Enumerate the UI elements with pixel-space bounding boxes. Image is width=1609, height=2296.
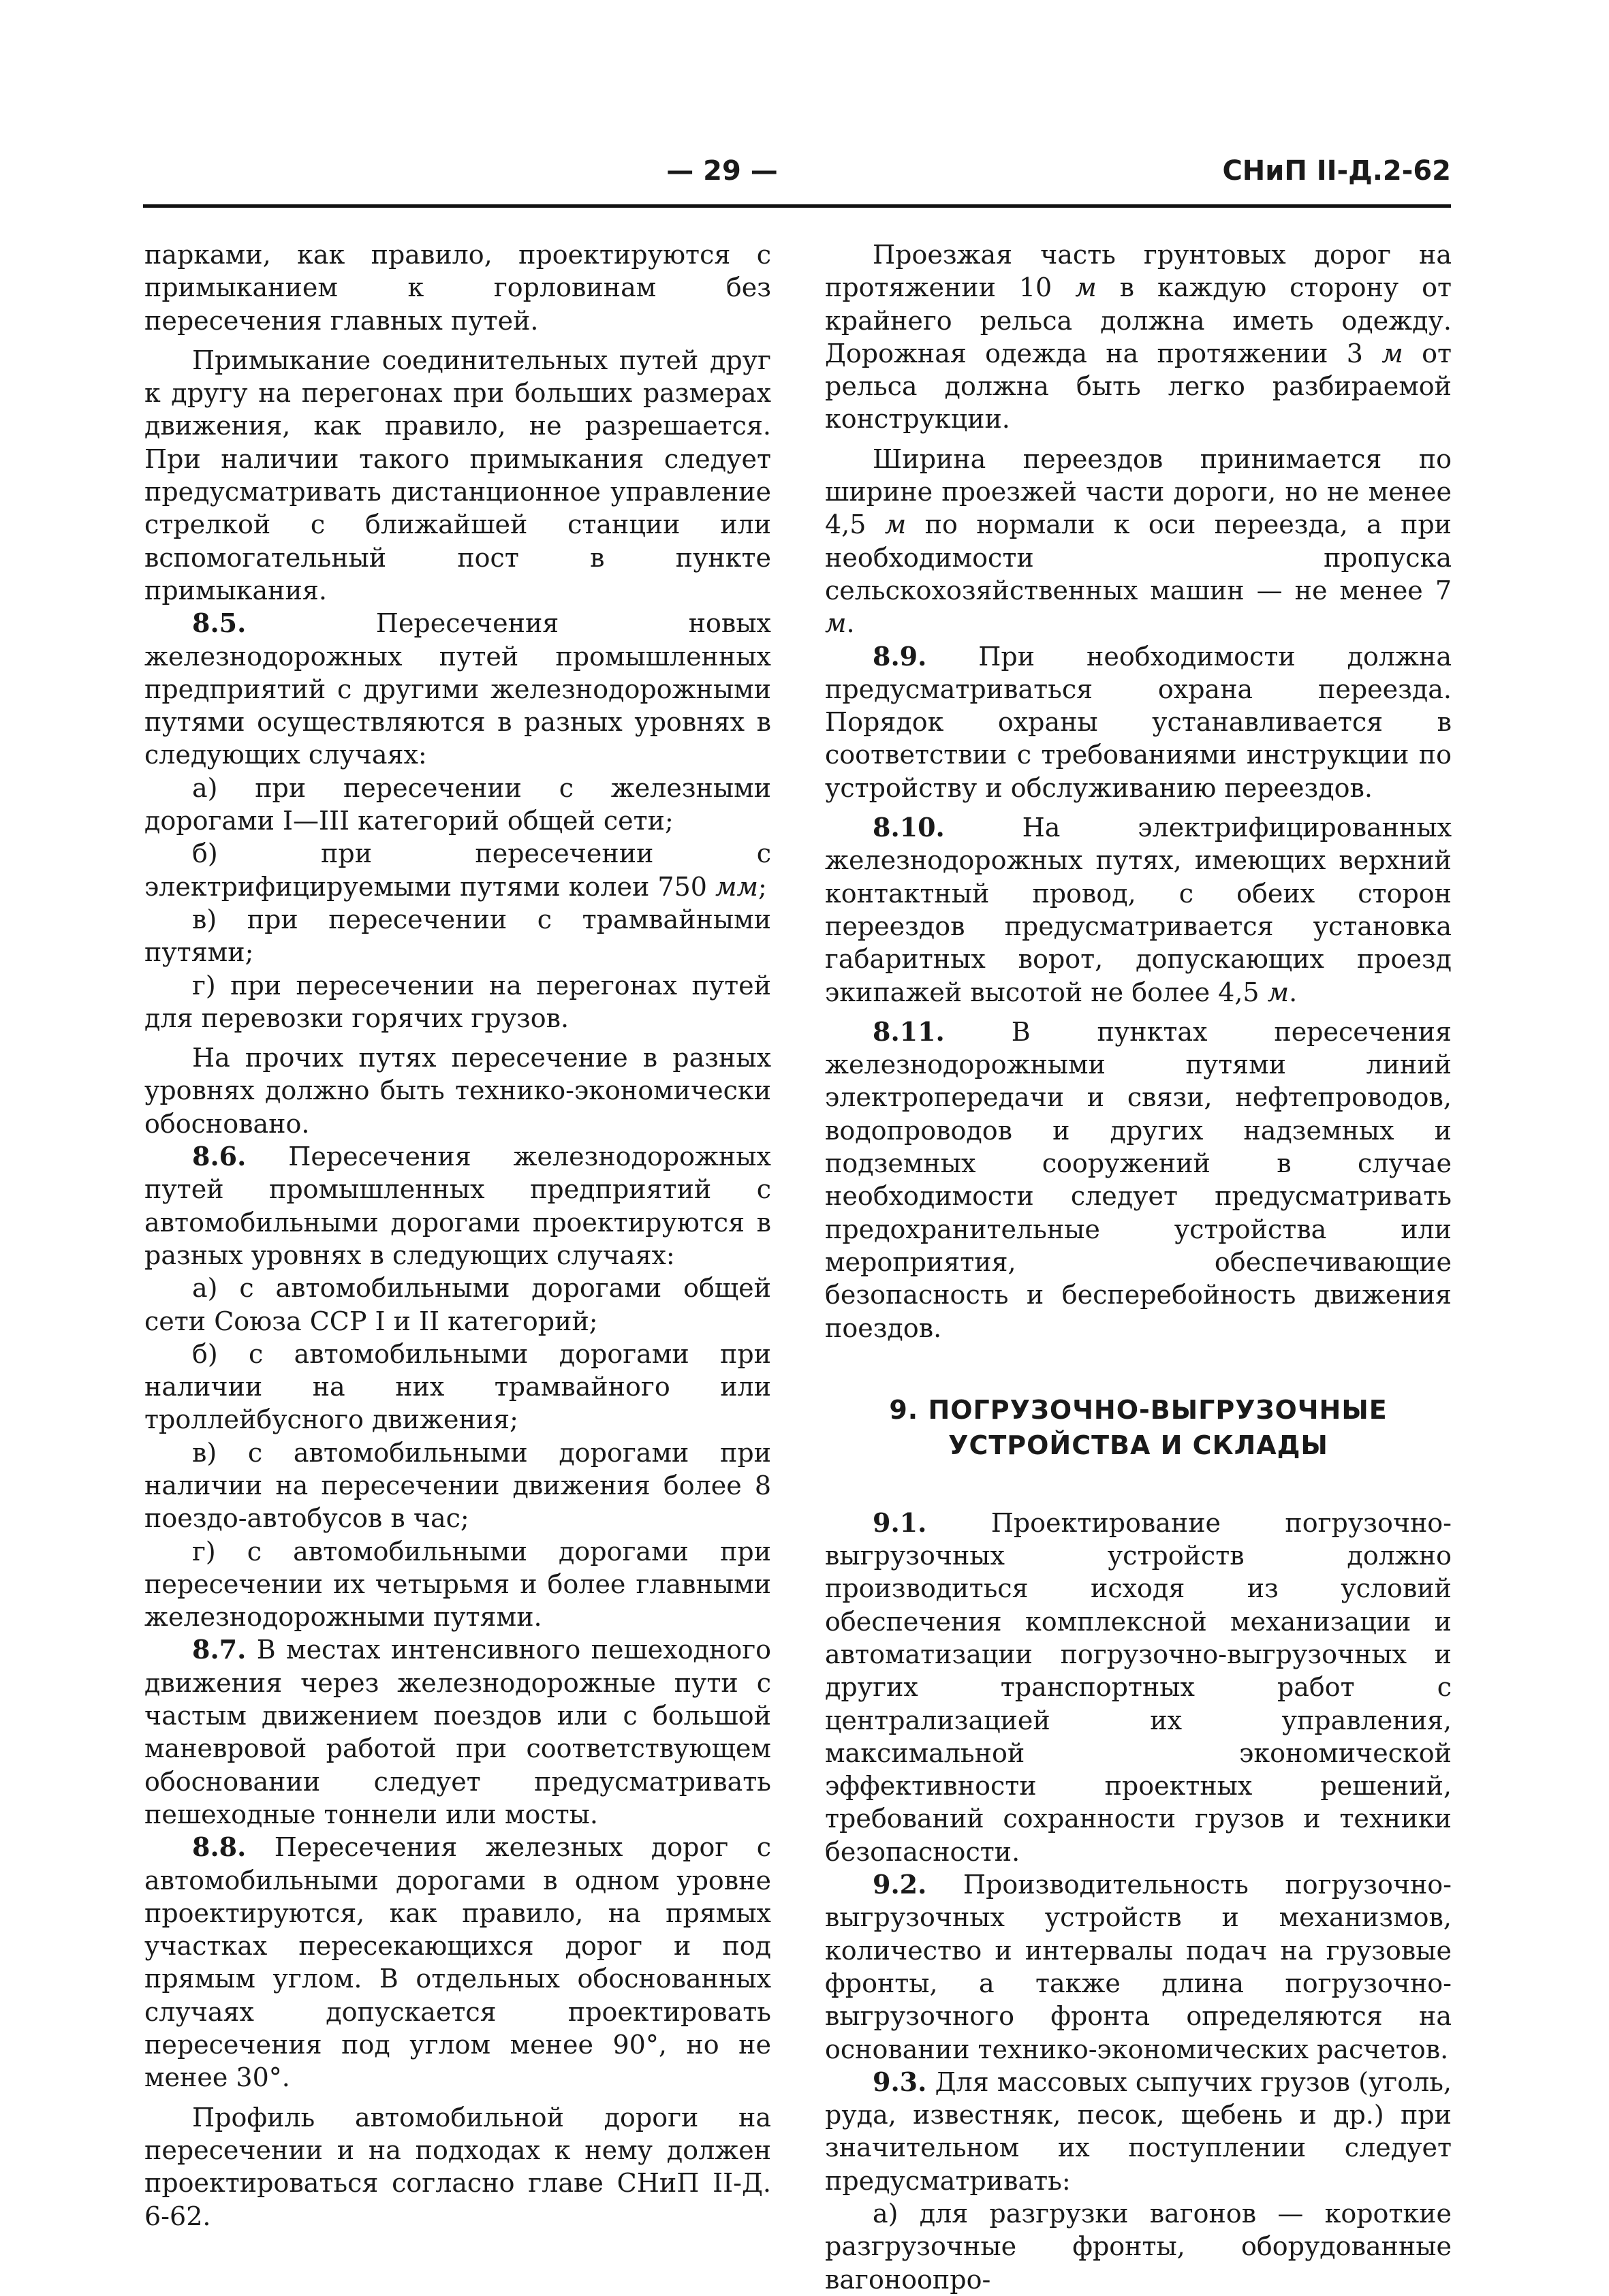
- clause-number: 8.8.: [192, 1831, 247, 1863]
- paragraph-text: На прочих путях пересечение в разных уровнях должно быть технико-экономически обосновано.: [144, 1043, 771, 1139]
- paragraph-text: б) с автомобильными дорогами при наличии на них трамвайного или троллейбусного движения;: [144, 1338, 771, 1435]
- paragraph-text: В пунктах пересечения железнодорожными путями линий электропередачи и связи, нефтепроводов, водопроводов и других надземных и подземных сооружений в случае необходимости следует предусматривать предохранительные устройства или мероприятия, обеспечивающие безопасность и бесперебойность движения поездов.: [825, 1016, 1452, 1343]
- paragraph-text: в) при пересечении с трамвайными путями;: [144, 904, 771, 968]
- paragraph: [144, 1831, 771, 2094]
- paragraph-text: Пересечения новых железнодорожных путей промышленных предприятий с другими железнодорожными путями осуществляются в разных уровнях в следующих случаях:: [144, 608, 771, 770]
- paragraph-text: Профиль автомобильной дороги на пересечении и на подходах к нему должен проектироваться согласно главе СНиП II-Д. 6-62.: [144, 2102, 771, 2231]
- paragraph: [144, 903, 771, 969]
- paragraph: [144, 607, 771, 771]
- paragraph: [825, 2197, 1452, 2296]
- paragraph-text: Примыкание соединительных путей друг к другу на перегонах при больших размерах движения, как правило, не разрешается. При наличии такого примыкания следует предусматривать дистанционное управление стрелкой с ближайшей станции или вспомогательный пост в пункте примыкания.: [144, 345, 771, 606]
- paragraph-text: в каждую сторону от крайнего рельса должна иметь одежду. Дорожная одежда на протяжении 3: [825, 272, 1452, 368]
- document-code: СНиП II-Д.2-62: [1222, 155, 1451, 187]
- paragraph: [144, 1535, 771, 1634]
- clause-number: 8.6.: [192, 1141, 247, 1172]
- paragraph: [144, 969, 771, 1035]
- clause-number: 8.5.: [192, 608, 247, 639]
- paragraph-text: Для массовых сыпучих грузов (уголь, руда, известняк, песок, щебень и др.) при значительном их поступлении следует предусматривать:: [825, 2066, 1452, 2196]
- paragraph: [825, 811, 1452, 1009]
- page-number: — 29 —: [666, 155, 778, 187]
- section-title: [825, 1392, 1452, 1463]
- right-column: [825, 238, 1452, 2296]
- paragraph: [144, 238, 771, 337]
- unit: м: [1075, 272, 1097, 303]
- paragraph-text: б) при пересечении с электрифицируемыми путями колеи 750: [144, 838, 771, 902]
- clause-number: 8.11.: [873, 1016, 945, 1047]
- paragraph: [825, 1868, 1452, 2066]
- page-header: [143, 155, 1451, 200]
- paragraph: [825, 1016, 1452, 1344]
- paragraph-text: Пересечения железнодорожных путей промышленных предприятий с автомобильными дорогами проектируются в разных уровнях в следующих случаях:: [144, 1142, 771, 1270]
- paragraph: [144, 1633, 771, 1831]
- right-column-bottom: [825, 1507, 1452, 2296]
- clause-number: 9.2.: [873, 1869, 927, 1900]
- paragraph: [825, 1507, 1452, 1868]
- paragraph-text: Ширина переездов принимается по ширине проезжей части дороги, но не менее 4,5: [825, 443, 1452, 540]
- paragraph-text: г) с автомобильными дорогами при пересечении их четырьмя и более главными железнодорожными путями.: [144, 1536, 771, 1633]
- paragraph-text: Проектирование погрузочно-выгрузочных устройств должно производиться исходя из условий обеспечения комплексной механизации и автоматизации погрузочно-выгрузочных и других транспортных работ с централизацией их управления, максимальной экономической эффективности проектных решений, требований сохранности грузов и техники безопасности.: [825, 1507, 1452, 1867]
- unit: м: [1267, 977, 1290, 1007]
- paragraph-text: а) с автомобильными дорогами общей сети Союза ССР I и II категорий;: [144, 1273, 771, 1336]
- paragraph-text: в) с автомобильными дорогами при наличии на пересечении движения более 8 поездо-автобусов в час;: [144, 1437, 771, 1534]
- paragraph: [144, 2101, 771, 2233]
- paragraph-text: от рельса должна быть легко разбираемой конструкции.: [825, 338, 1452, 435]
- paragraph: [144, 1272, 771, 1338]
- paragraph: [144, 1140, 771, 1272]
- paragraph-text: .: [1289, 977, 1298, 1007]
- clause-number: 8.7.: [192, 1634, 247, 1665]
- paragraph: [144, 1041, 771, 1140]
- paragraph-text: На электрифицированных железнодорожных путях, имеющих верхний контактный провод, с обеих сторон переездов предусматривается установка габаритных ворот, допускающих проезд экипажей высотой не более 4,5: [825, 813, 1452, 1007]
- clause-number: 9.3.: [873, 2066, 927, 2097]
- paragraph: [825, 443, 1452, 640]
- left-column: [144, 238, 771, 2233]
- paragraph-text: а) для разгрузки вагонов — короткие разгрузочные фронты, оборудованные вагоноопро-: [825, 2199, 1452, 2295]
- paragraph: [144, 772, 771, 838]
- paragraph: [825, 640, 1452, 804]
- paragraph-text: Пересечения железных дорог с автомобильными дорогами в одном уровне проектируются, как правило, на прямых участках пересекающихся дорог и под прямым углом. В отдельных обоснованных случаях допускается проектировать пересечения под углом менее 90°, но не менее 30°.: [144, 1832, 771, 2093]
- unit: мм: [715, 871, 759, 902]
- paragraph-text: г) при пересечении на перегонах путей для перевозки горячих грузов.: [144, 970, 771, 1033]
- unit: м: [884, 509, 907, 540]
- paragraph-text: парками, как правило, проектируются с примыканием к горловинам без пересечения главных путей.: [144, 240, 771, 336]
- unit: м: [825, 608, 847, 639]
- paragraph-text: При необходимости должна предусматриваться охрана переезда. Порядок охраны устанавливается в соответствии с требованиями инструкции по устройству и обслуживанию переездов.: [825, 641, 1452, 803]
- unit: м: [1381, 338, 1403, 368]
- section-title-line-1: 9. ПОГРУЗОЧНО-ВЫГРУЗОЧНЫЕ: [889, 1394, 1388, 1425]
- paragraph: [144, 1436, 771, 1535]
- paragraph-text: а) при пересечении с железными дорогами I—III категорий общей сети;: [144, 772, 771, 836]
- clause-number: 8.10.: [873, 812, 945, 843]
- paragraph: [144, 837, 771, 903]
- paragraph-text: ;: [758, 871, 767, 902]
- section-title-line-2: УСТРОЙСТВА И СКЛАДЫ: [948, 1430, 1328, 1460]
- paragraph: [144, 1338, 771, 1436]
- paragraph-text: В местах интенсивного пешеходного движения через железнодорожные пути с частым движением поездов или с большой маневровой работой при соответствующем обосновании следует предусматривать пешеходные тоннели или мосты.: [144, 1635, 771, 1829]
- paragraph-text: по нормали к оси переезда, а при необходимости пропуска сельскохозяйственных машин — не менее 7: [825, 509, 1452, 606]
- paragraph: [144, 344, 771, 607]
- paragraph: [825, 2066, 1452, 2197]
- paragraph-text: .: [846, 608, 855, 639]
- clause-number: 8.9.: [873, 640, 927, 672]
- paragraph-text: Проезжая часть грунтовых дорог на протяжении 10: [825, 240, 1452, 303]
- right-column-top: [825, 238, 1452, 1344]
- paragraph: [825, 238, 1452, 436]
- paragraph-text: Производительность погрузочно-выгрузочных устройств и механизмов, количество и интервалы подач на грузовые фронты, а также длина погрузочно-выгрузочного фронта определяются на основании технико-экономических расчетов.: [825, 1870, 1452, 2064]
- header-rule: [143, 204, 1451, 208]
- clause-number: 9.1.: [873, 1507, 927, 1538]
